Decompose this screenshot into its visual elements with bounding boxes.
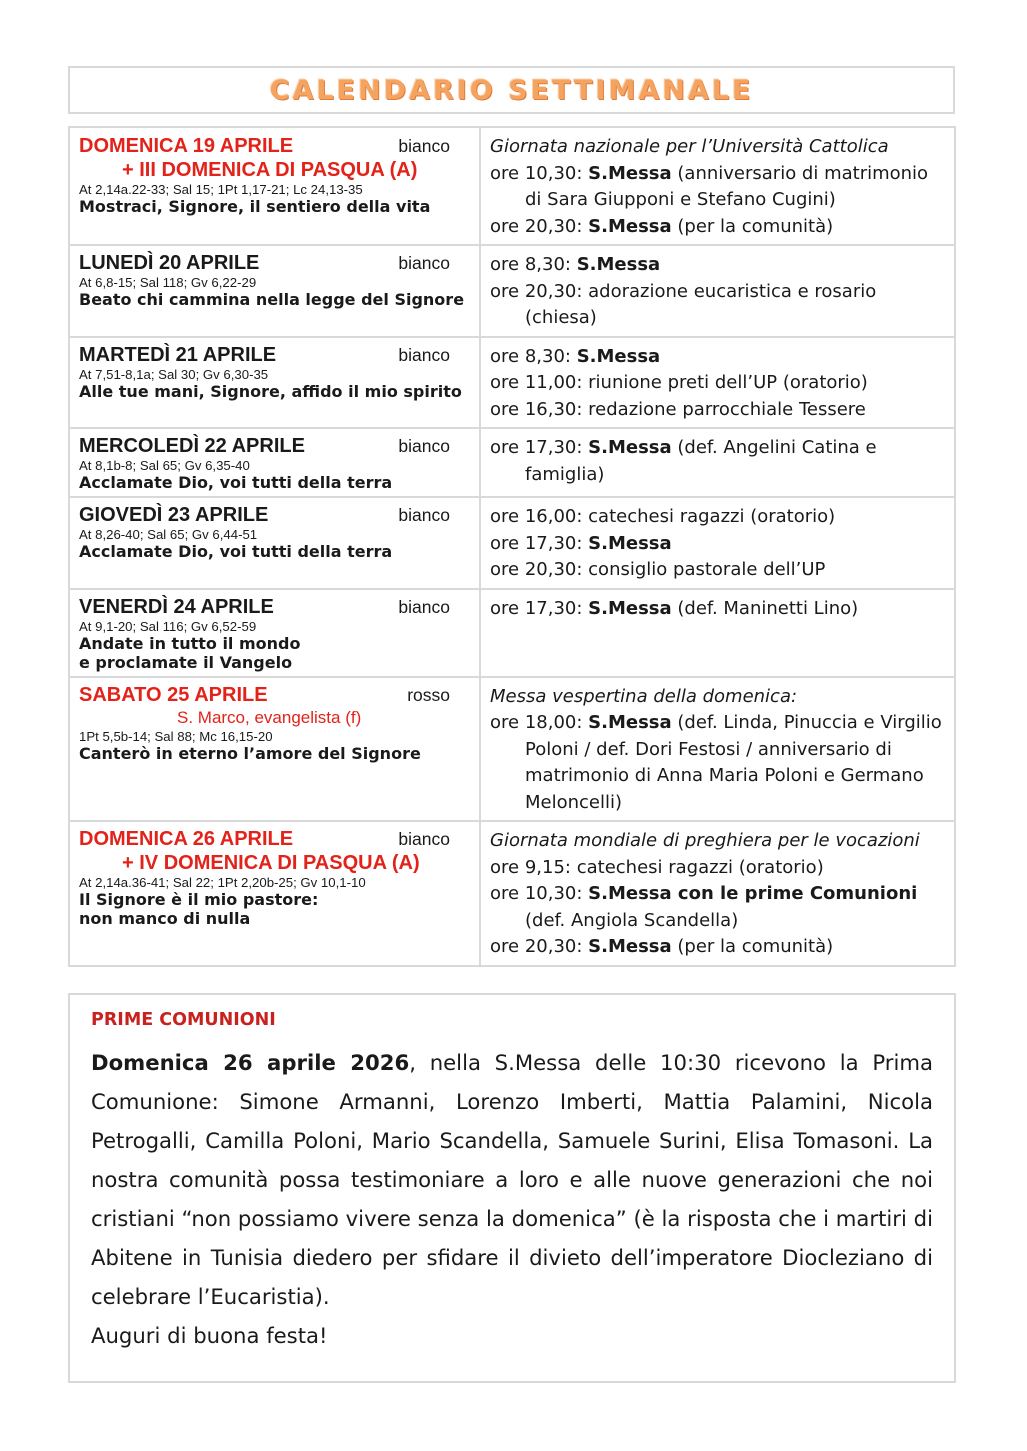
event-time: ore 8,30: (490, 254, 571, 275)
event-time: ore 20,30: (490, 280, 583, 302)
event-note (490, 684, 945, 711)
event-line (490, 344, 945, 371)
prime-comunioni-title: PRIME COMUNIONI (91, 1010, 276, 1030)
day-name: DOMENICA 26 APRILE (79, 828, 294, 850)
event-line (490, 710, 945, 816)
calendar-row (69, 589, 955, 677)
readings: At 6,8-15; Sal 118; Gv 6,22-29 (79, 275, 257, 290)
calendar-row (69, 821, 955, 966)
title-box (68, 66, 955, 114)
event-line (490, 279, 945, 332)
calendar-row (69, 497, 955, 589)
day-name: VENERDÌ 24 APRILE (79, 595, 274, 618)
psalm-refrain: Mostraci, Signore, il sentiero della vita (79, 197, 431, 216)
day-name: DOMENICA 19 APRILE (79, 135, 294, 157)
event-note (490, 828, 945, 855)
day-subtitle: + IV DOMENICA DI PASQUA (A) (122, 852, 420, 874)
event-title: S.Messa (588, 215, 672, 237)
event-line (490, 214, 945, 241)
day-subtitle: S. Marco, evangelista (f) (177, 707, 362, 727)
calendar-row (69, 245, 955, 337)
readings: At 2,14a.22-33; Sal 15; 1Pt 1,17-21; Lc 24,13-35 (79, 182, 363, 197)
liturgical-color: bianco (398, 596, 450, 617)
event-line (490, 161, 945, 214)
event-time: ore 16,30: (490, 398, 583, 420)
event-note-text: Giornata nazionale per l’Università Cattolica (490, 136, 889, 157)
events-cell (480, 337, 955, 429)
event-detail: consiglio pastorale dell’UP (588, 559, 826, 580)
liturgical-color: bianco (398, 344, 450, 365)
weekly-calendar-table (68, 126, 956, 967)
events-cell (480, 677, 955, 822)
readings: At 9,1-20; Sal 116; Gv 6,52-59 (79, 618, 257, 634)
readings: At 8,26-40; Sal 65; Gv 6,44-51 (79, 527, 258, 542)
events-cell (480, 821, 955, 966)
psalm-refrain: Andate in tutto il mondo e proclamate il Vangelo (79, 633, 301, 672)
event-line (490, 881, 945, 934)
liturgical-color: bianco (398, 829, 450, 849)
readings: At 8,1b-8; Sal 65; Gv 6,35-40 (79, 458, 250, 473)
liturgical-color: bianco (398, 505, 450, 525)
event-detail: redazione parrocchiale Tessere (588, 398, 866, 420)
readings: At 7,51-8,1a; Sal 30; Gv 6,30-35 (79, 366, 269, 382)
events-cell (480, 497, 955, 589)
day-cell (69, 677, 480, 822)
day-name: MERCOLEDÌ 22 APRILE (79, 435, 305, 457)
event-detail: (anniversario di matrimonio di Sara Giupponi e Stefano Cugini) (525, 162, 929, 210)
event-title: S.Messa (588, 532, 672, 554)
psalm-refrain: Beato chi cammina nella legge del Signore (79, 290, 465, 309)
day-cell (69, 428, 480, 497)
event-line (490, 252, 945, 279)
readings: At 2,14a.36-41; Sal 22; 1Pt 2,20b-25; Gv 10,1-10 (79, 875, 366, 890)
readings: 1Pt 5,5b-14; Sal 88; Mc 16,15-20 (79, 728, 273, 744)
event-title: S.Messa (576, 345, 661, 367)
event-title: S.Messa (588, 437, 672, 458)
calendar-row (69, 428, 955, 497)
event-title: S.Messa (576, 254, 661, 275)
calendar-row (69, 127, 955, 245)
event-line (490, 370, 945, 397)
event-title: S.Messa (588, 162, 672, 184)
event-note-text: Giornata mondiale di preghiera per le vocazioni (490, 830, 920, 851)
events-cell (480, 428, 955, 497)
event-detail: (def. Angiola Scandella) (525, 909, 739, 931)
event-title: S.Messa (588, 597, 672, 619)
psalm-refrain: Alle tue mani, Signore, affido il mio spirito (79, 381, 462, 401)
event-line (490, 504, 945, 531)
event-note (490, 134, 945, 161)
liturgical-color: bianco (398, 253, 450, 273)
liturgical-color: bianco (398, 436, 450, 456)
event-time: ore 17,30: (490, 597, 583, 619)
event-title: S.Messa (588, 712, 672, 733)
day-subtitle: + III DOMENICA DI PASQUA (A) (122, 159, 418, 181)
prime-comunioni-body: , nella S.Messa delle 10:30 ricevono la Prima Comunione: Simone Armanni, Lorenzo Imberti, Mattia Palamini, Nicola Petrogalli, Camilla Poloni, Mario Scandella, Samuele Surini, Elisa Tomasoni. La nostra comunità possa testimoniare a loro e alle nuove generazioni che noi cristiani “non possiamo vivere senza la domenica” (è la risposta che i martiri di Abitene in Tunisia diedero per sfidare il divieto dell’imperatore Diocleziano di celebrare l’Eucaristia). (91, 1050, 934, 1309)
event-title: S.Messa (588, 936, 672, 957)
event-line (490, 855, 945, 882)
event-detail: riunione preti dell’UP (oratorio) (588, 372, 868, 393)
event-time: ore 9,15: (490, 856, 571, 878)
event-line (490, 435, 945, 488)
event-time: ore 20,30: (490, 215, 583, 237)
prime-comunioni-date: Domenica 26 aprile 2026 (91, 1050, 410, 1075)
events-cell (480, 589, 955, 677)
event-time: ore 16,00: (490, 506, 583, 527)
event-time: ore 10,30: (490, 883, 583, 904)
psalm-refrain: Acclamate Dio, voi tutti della terra (79, 542, 393, 561)
event-time: ore 10,30: (490, 162, 583, 184)
event-time: ore 18,00: (490, 712, 583, 733)
event-detail: (def. Angelini Catina e famiglia) (525, 437, 877, 485)
event-time: ore 20,30: (490, 559, 583, 580)
event-time: ore 20,30: (490, 936, 583, 957)
event-line (490, 934, 945, 961)
day-cell (69, 245, 480, 337)
event-detail: (def. Maninetti Lino) (677, 597, 859, 619)
events-cell (480, 127, 955, 245)
day-cell (69, 337, 480, 429)
psalm-refrain: Il Signore è il mio pastore: non manco di nulla (79, 890, 319, 928)
event-line (490, 557, 945, 584)
events-cell (480, 245, 955, 337)
psalm-refrain: Canterò in eterno l’amore del Signore (79, 743, 421, 763)
event-note-text: Messa vespertina della domenica: (490, 685, 798, 707)
event-title: S.Messa con le prime Comunioni (588, 883, 918, 904)
calendar-row (69, 677, 955, 822)
day-name: LUNEDÌ 20 APRILE (79, 252, 260, 274)
liturgical-color: bianco (398, 136, 450, 156)
liturgical-color: rosso (407, 684, 450, 705)
day-cell (69, 497, 480, 589)
event-line (490, 596, 945, 623)
event-detail: (per la comunità) (677, 215, 834, 237)
prime-comunioni-text (91, 1043, 933, 1316)
event-time: ore 11,00: (490, 372, 583, 393)
event-line (490, 397, 945, 424)
day-cell (69, 589, 480, 677)
event-detail: (def. Linda, Pinuccia e Virgilio Poloni / def. Dori Festosi / anniversario di matrimonio di Anna Maria Poloni e Germano Meloncelli) (525, 712, 942, 813)
event-line (490, 531, 945, 558)
event-detail: adorazione eucaristica e rosario (chiesa) (525, 280, 877, 328)
event-time: ore 8,30: (490, 345, 571, 367)
event-detail: catechesi ragazzi (oratorio) (576, 856, 824, 878)
day-cell (69, 821, 480, 966)
day-name: SABATO 25 APRILE (79, 683, 268, 706)
day-name: GIOVEDÌ 23 APRILE (79, 504, 269, 526)
event-time: ore 17,30: (490, 532, 583, 554)
day-name: MARTEDÌ 21 APRILE (79, 343, 277, 366)
prime-comunioni-greeting: Auguri di buona festa! (91, 1323, 328, 1348)
page-title: CALENDARIO SETTIMANALE (269, 74, 754, 106)
event-time: ore 17,30: (490, 437, 583, 458)
event-detail: (per la comunità) (677, 936, 834, 957)
calendar-row (69, 337, 955, 429)
psalm-refrain: Acclamate Dio, voi tutti della terra (79, 473, 393, 492)
day-cell (69, 127, 480, 245)
event-detail: catechesi ragazzi (oratorio) (588, 506, 836, 527)
prime-comunioni-box (68, 993, 956, 1383)
